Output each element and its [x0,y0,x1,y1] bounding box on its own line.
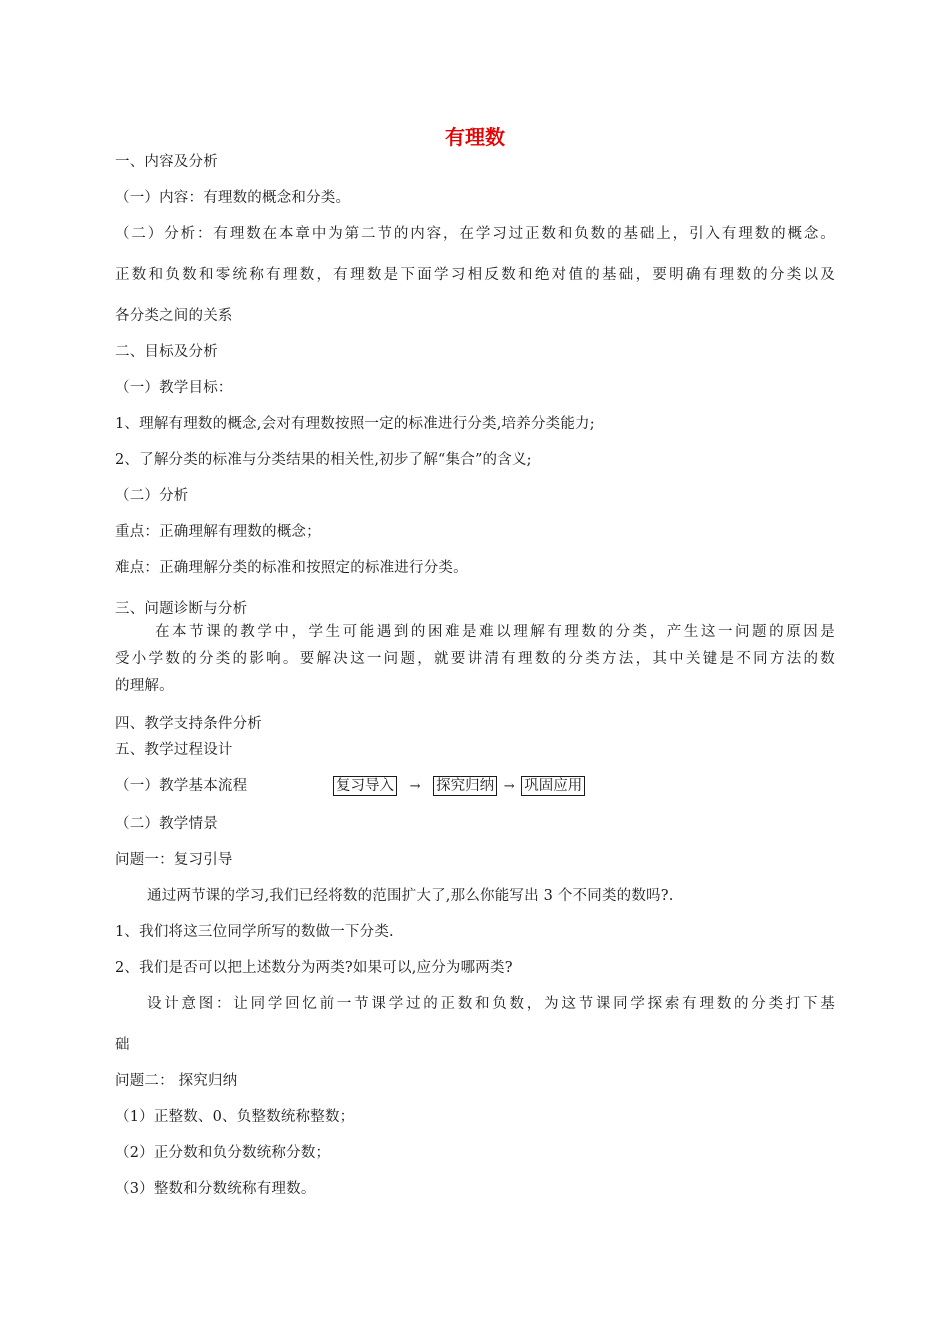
paragraph: 正数和负数和零统称有理数，有理数是下面学习相反数和绝对值的基础，要明确有理数的分类以及 [115,267,835,283]
paragraph: （二）分析：有理数在本章中为第二节的内容，在学习过正数和负数的基础上，引入有理数的概念。 [115,226,835,242]
paragraph: 的理解。 [115,678,174,694]
section-4-heading: 四、教学支持条件分析 [115,716,262,732]
paragraph: 受小学数的分类的影响。要解决这一问题，就要讲清有理数的分类方法，其中关键是不同方法的数 [115,651,835,667]
subheading: （二）分析 [115,488,189,504]
flow-step-explore: 探究归纳 [433,776,497,796]
paragraph: 各分类之间的关系 [115,308,233,324]
subheading: （二）教学情景 [115,816,218,832]
flow-step-apply: 巩固应用 [521,776,585,796]
paragraph: 在本节课的教学中，学生可能遇到的困难是难以理解有理数的分类，产生这一问题的原因是 [155,624,835,640]
section-2-heading: 二、目标及分析 [115,344,218,360]
difficult-point: 难点：正确理解分类的标准和按照定的标准进行分类。 [115,560,468,576]
paragraph: 通过两节课的学习,我们已经将数的范围扩大了,那么你能写出 3 个不同类的数吗?. [147,888,674,904]
list-item: （1）正整数、0、负整数统称整数； [115,1109,355,1125]
arrow-right-icon: → [503,779,515,794]
flow-diagram [333,776,585,796]
list-item: 2、了解分类的标准与分类结果的相关性,初步了解“集合”的含义; [115,452,532,468]
list-item: 2、我们是否可以把上述数分为两类?如果可以,应分为哪两类? [115,960,513,976]
problem-heading: 问题二： 探究归纳 [115,1073,238,1089]
section-1-heading: 一、内容及分析 [115,154,218,170]
list-item: 1、理解有理数的概念,会对有理数按照一定的标准进行分类,培养分类能力; [115,416,595,432]
list-item: （3）整数和分数统称有理数。 [115,1181,316,1197]
design-intent: 设计意图：让同学回忆前一节课学过的正数和负数，为这节课同学探索有理数的分类打下基 [147,996,835,1012]
problem-heading: 问题一：复习引导 [115,852,233,868]
subheading: （一）教学基本流程 [115,778,248,794]
arrow-right-icon: → [409,779,421,794]
flow-step-review: 复习导入 [333,776,397,796]
key-point: 重点：正确理解有理数的概念； [115,524,321,540]
list-item: （2）正分数和负分数统称分数； [115,1145,331,1161]
paragraph: （一）内容：有理数的概念和分类。 [115,190,351,206]
list-item: 1、我们将这三位同学所写的数做一下分类. [115,924,394,940]
paragraph: 础 [115,1037,130,1053]
section-3-heading: 三、问题诊断与分析 [115,601,248,617]
section-5-heading: 五、教学过程设计 [115,742,233,758]
page-title: 有理数 [445,125,505,149]
subheading: （一）教学目标： [115,380,233,396]
